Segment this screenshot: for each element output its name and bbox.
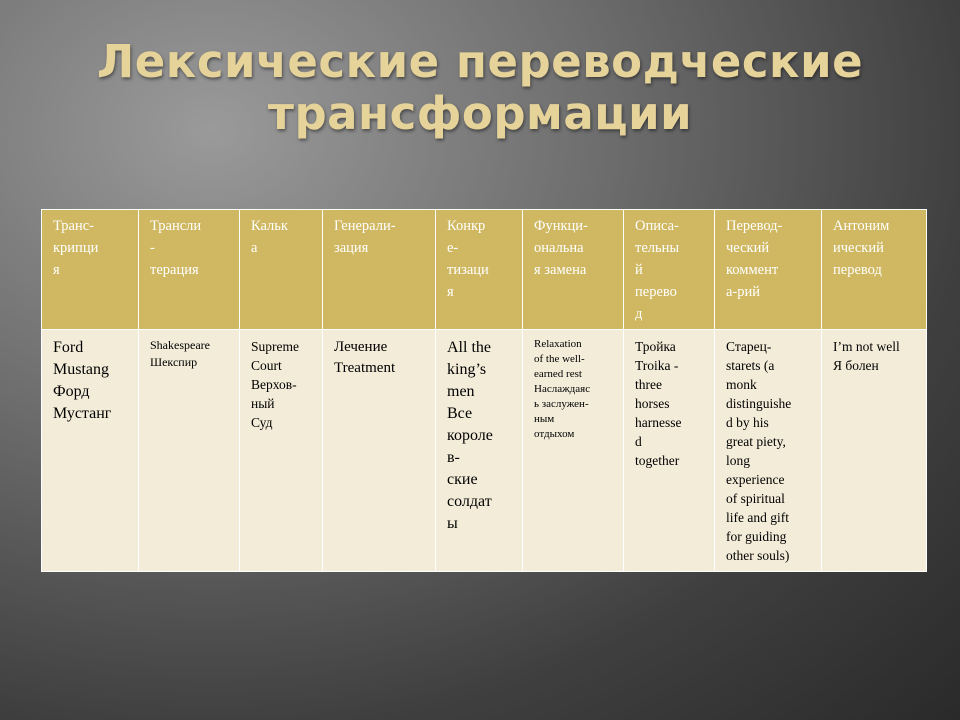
table-row [42,330,927,572]
header-antonymic-translation [822,210,927,330]
header-transliteration-text: Трансли - терация [150,218,202,278]
header-concretization-text: Конкр е- тизаци я [447,218,489,300]
header-transliteration [139,210,240,330]
header-transcription-text: Транс- крипци я [53,218,99,278]
header-concretization [436,210,523,330]
cell-calque-text: Supreme Court Верхов- ный Суд [251,339,299,430]
header-calque-text: Кальк а [251,218,288,256]
cell-antonymic-translation [822,330,927,572]
header-generalization-text: Генерали- зация [334,218,396,256]
slide-title-line-1: Лексические переводческие [96,35,864,88]
header-calque [240,210,323,330]
header-transcription [42,210,139,330]
cell-translation-commentary [715,330,822,572]
cell-concretization [436,330,523,572]
table-header-row [42,210,927,330]
cell-transcription [42,330,139,572]
cell-descriptive-translation [624,330,715,572]
slide-title [0,36,960,140]
cell-transliteration-text: Shakespeare Шекспир [150,338,210,369]
header-antonymic-translation-text: Антоним ический перевод [833,218,890,278]
cell-generalization-text: Лечение Treatment [334,339,396,376]
cell-functional-substitution-text: Relaxation of the well- earned rest Наслаждаяс ь заслужен- ным отдыхом [534,338,591,440]
header-functional-substitution-text: Функци- ональна я замена [534,218,588,278]
slide-title-line-2: трансформации [267,87,693,140]
cell-translation-commentary-text: Старец- starets (a monk distinguishe d by his great piety, long experience of spiritual life and gift for guiding other souls) [726,339,792,563]
header-translation-commentary [715,210,822,330]
transformations-table [41,209,927,572]
cell-generalization [323,330,436,572]
cell-antonymic-translation-text: I’m not well Я болен [833,339,900,373]
cell-functional-substitution [523,330,624,572]
header-descriptive-translation [624,210,715,330]
cell-transcription-text: Ford Mustang Форд Мустанг [53,339,112,422]
header-functional-substitution [523,210,624,330]
cell-concretization-text: All the king’s men Все короле в- ские солдат ы [447,339,493,532]
header-translation-commentary-text: Перевод- ческий коммент а-рий [726,218,783,300]
header-generalization [323,210,436,330]
header-descriptive-translation-text: Описа- тельны й перево д [635,218,680,322]
cell-descriptive-translation-text: Тройка Troika - three horses harnesse d together [635,339,682,468]
cell-calque [240,330,323,572]
cell-transliteration [139,330,240,572]
